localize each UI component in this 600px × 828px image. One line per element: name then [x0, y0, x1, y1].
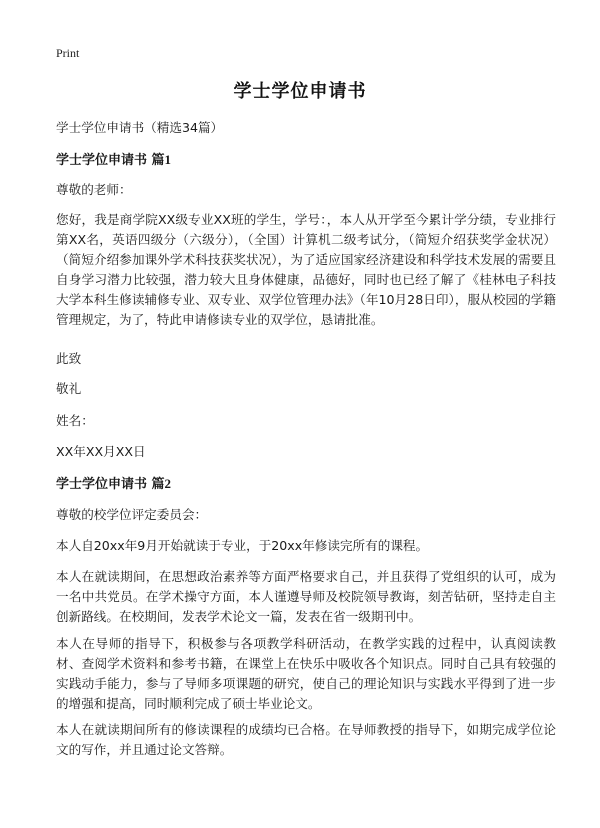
- section-1-date-line: XX年XX月XX日: [56, 444, 146, 459]
- section-2-heading-number: 2: [164, 476, 172, 491]
- section-1-closing-1: 此致: [56, 351, 82, 366]
- section-1-name-line: 姓名：: [56, 413, 94, 428]
- section-2-heading-text: 学士学位申请书 篇: [56, 477, 165, 492]
- section-2-paragraph-3: 本人在导师的指导下，积极参与各项教学科研活动，在教学实践的过程中，认真阅读教材、查阅学术资料和参考书籍，在课堂上在快乐中吸收各个知识点。同时自己具有较强的实践动手能力，参与了导师多项课题的研究，使自己的理论知识与实践水平得到了进一步的增强和提高，同时顺利完成了硕士毕业论文。: [56, 636, 556, 711]
- section-2-paragraph-2: 本人在就读期间，在思想政治素养等方面严格要求自己，并且获得了党组织的认可，成为一名中共党员。在学术操守方面，本人谨遵导师及校院领导教诲，刻苦钻研，坚持走自主创新路线。在校期间，发表学术论文一篇，发表在省一级期刊中。: [56, 569, 556, 624]
- section-1-heading-number: 1: [164, 152, 172, 167]
- section-1-body: 您好，我是商学院XX级专业XX班的学生，学号：，本人从开学至今累计学分绩，专业排行第XX名，英语四级分（六级分），（全国）计算机二级考试分，（简短介绍获奖学金状况）（简短介绍参加课外学术科技获奖状况），为了适应国家经济建设和科学技术发展的需要且自身学习潜力比较强，潜力较大且身体健康，品德好，同时也已经了解了《桂林电子科技大学本科生修读辅修专业、双专业、双学位管理办法》（年10月28日印），服从校园的学籍管理规定，为了，特此申请修读专业的双学位，恳请批准。: [56, 212, 556, 327]
- section-1-salutation: 尊敬的老师：: [56, 182, 132, 197]
- section-2-heading: [56, 474, 556, 495]
- document-title: 学士学位申请书: [233, 81, 367, 102]
- print-label: Print: [56, 46, 80, 60]
- section-2-paragraph-1: 本人自20xx年9月开始就读于专业，于20xx年修读完所有的课程。: [56, 538, 429, 553]
- section-1-closing-2: 敬礼: [56, 381, 82, 396]
- section-2-salutation: 尊敬的校学位评定委员会：: [56, 507, 208, 522]
- section-1-heading: [56, 150, 556, 171]
- section-1-heading-text: 学士学位申请书 篇: [56, 153, 165, 168]
- document-subtitle: 学士学位申请书（精选34篇）: [56, 120, 224, 135]
- section-2-paragraph-4: 本人在就读期间所有的修读课程的成绩均已合格。在导师教授的指导下，如期完成学位论文的写作，并且通过论文答辩。: [56, 722, 556, 757]
